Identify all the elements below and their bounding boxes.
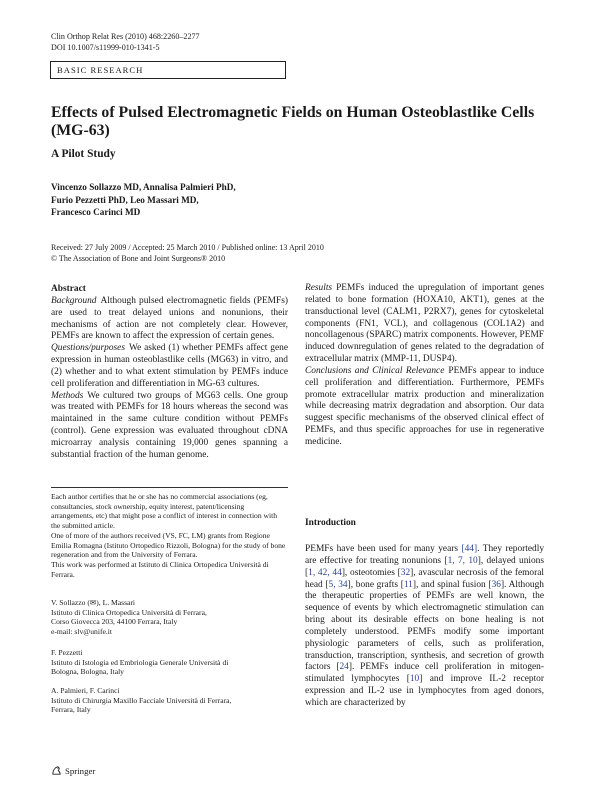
affiliation-line: Corso Giovecca 203, 44100 Ferrara, Italy [51,617,178,627]
citation-link[interactable]: 36 [491,579,501,590]
footnote: One of more of the authors received (VS, FC, LM) grants from Regione Emilia Romagna (Istituto Ortopedico Rizzoli, Bologna) for the study of bone regeneration and from the University of Ferrara. [51,530,286,560]
methods-label: Methods [51,390,84,401]
results-label: Results [305,283,333,293]
questions-text: We asked (1) whether PEMFs affect gene expression in human osteoblastlike cells (MG63) in vitro, and (2) whether and to what extent stimulation by PEMFs induce cell proliferation and differentiation in MG-63 cultures. [51,343,288,389]
intro-text: PEMFs have been used for many years [305,544,459,554]
journal-citation: Clin Orthop Relat Res (2010) 468:2260–2277 [51,32,200,41]
publisher-name: Springer [65,765,96,776]
received-dates: Received: 27 July 2009 / Accepted: 25 March 2010 / Published online: 13 April 2010 [51,243,324,252]
intro-text: ], bone grafts [ [347,579,404,590]
intro-text: ] and improve IL-2 receptor expression and IL-2 use in lymphocytes from aged donors, which are characterized by [305,674,544,708]
abstract-questions [51,343,288,390]
abstract-methods [51,391,288,462]
affiliation-pezzetti [51,648,288,677]
email-link[interactable]: e-mail: slv@unife.it [51,627,112,637]
citation-link[interactable]: 11 [403,579,413,590]
affiliation-names: V. Sollazzo (✉), L. Massari [51,598,136,607]
questions-label: Questions/purposes [51,343,125,354]
affiliation-line: Ferrara, Italy [51,705,91,715]
abstract-heading: Abstract [51,284,86,294]
footnote: Each author certifies that he or she has no commercial associations (eg, consultancies, stock ownership, equity interest, patent/licensing arrangements, etc) that might pose a conflict of interest in connection with the submitted article. [51,492,278,531]
background-label: Background [51,295,97,306]
background-text: Although pulsed electromagnetic fields (PEMFs) are used to treat delayed unions and nonunions, their mechanisms of action are not completely clear. However, PEMFs are known to affect the expression of certain genes. [51,295,288,342]
introduction-heading: Introduction [305,518,356,528]
introduction-text [305,544,544,710]
conclusions-label: Conclusions and Clinical Relevance [305,365,445,376]
citation-link[interactable]: 32 [400,567,411,578]
affiliation-line: Istituto di Istologia ed Embriologia Generale Università di [51,657,229,667]
intro-text: ], and spinal fusion [ [412,579,492,590]
publisher-footer [51,765,95,776]
journal-header [51,32,200,53]
publication-dates [51,243,551,264]
citation-link[interactable]: 24 [339,662,349,673]
affiliation-line: Istituto di Chirurgia Maxillo Facciale Università di Ferrara, [51,695,232,705]
citation-link[interactable]: 5, 34 [328,579,348,590]
citation-link[interactable]: 1, 7, 10 [447,555,478,566]
intro-text: ], delayed unions [ [305,555,545,578]
intro-text: ]. PEMFs induce cell proliferation in mitogen-stimulated lymphocytes [ [305,662,544,685]
intro-text: ], osteotomies [ [341,567,401,578]
citation-link[interactable]: [44] [461,544,478,554]
section-label: BASIC RESEARCH [50,61,286,79]
methods-text: We cultured two groups of MG63 cells. One group was treated with PEMFs for 18 hours whereas the second was maintained in the same culture condition without PEMFs (control). Gene expression was evaluated throughout cDNA microarray analysis containing 19,000 genes spanning a substantial fraction of the human genome. [51,390,288,460]
affiliation-sollazzo [51,598,288,637]
results-text: PEMFs induced the upregulation of important genes related to bone formation (HOXA10, AKT1), genes at the transductional level (CALM1, P2RX7), genes for cytoskeletal components (FN1, VCL), and collagenous (COL1A2) and noncollagenous (SPARC) matrix components. However, PEMF induced downregulation of genes related to the degradation of extracellular matrix (MMP-11, DUSP4). [305,283,544,365]
author-line: Vincenzo Sollazzo MD, Annalisa Palmieri PhD, [51,182,236,192]
intro-text: ]. Although the therapeutic properties of PEMFs are well known, the sequence of events by which electromagnetic stimulation can bring about its desirable effects on bone healing is not completely understood. PEMFs modify some important physiologic parameters of cells, such as proliferation, transduction, transcription, synthesis, and secretion of growth factors [ [305,579,544,673]
footnotes [51,492,288,579]
author-line: Francesco Carinci MD [51,207,141,218]
affiliation-line: Bologna, Bologna, Italy [51,667,124,677]
conclusions-text: PEMFs appear to induce cell proliferation and differentiation. Furthermore, PEMFs promote extracellular matrix production and mineralization while decreasing matrix degradation and absorption. Our data suggest specific mechanisms of the observed clinical effect of PEMFs, and thus specific approaches for use in regenerative medicine. [305,365,545,447]
copyright-line: © The Association of Bone and Joint Surgeons® 2010 [51,253,226,263]
article-title: Effects of Pulsed Electromagnetic Fields on Human Osteoblastlike Cells (MG-63) [51,104,535,139]
abstract-left-column [51,284,288,462]
footnote: This work was performed at Istituto di Clinica Ortopedica Università di Ferrara. [51,559,269,579]
abstract-background [51,296,288,343]
doi[interactable]: DOI 10.1007/s11999-010-1341-5 [51,42,160,52]
intro-text: . They reportedly are effective for treating nonunions [ [305,544,545,566]
intro-text: ], avascular necrosis of the femoral head [ [305,567,544,590]
affiliation-names: A. Palmieri, F. Carinci [51,686,120,695]
author-line: Furio Pezzetti PhD, Leo Massari MD, [51,194,199,205]
affiliation-palmieri [51,686,288,715]
affiliation-line: Istituto di Clinica Ortopedica Università di Ferrara, [51,607,207,617]
citation-link[interactable]: 10 [409,674,420,685]
abstract-results [305,283,544,366]
abstract-right-column [305,283,544,449]
abstract-conclusions [305,366,544,449]
article-subtitle: A Pilot Study [51,148,116,160]
springer-horse-icon [51,765,62,776]
footnote-divider [51,487,288,488]
affiliation-names: F. Pezzetti [51,648,83,657]
citation-link[interactable]: 1, 42, 44 [308,567,342,578]
author-list [51,181,311,219]
